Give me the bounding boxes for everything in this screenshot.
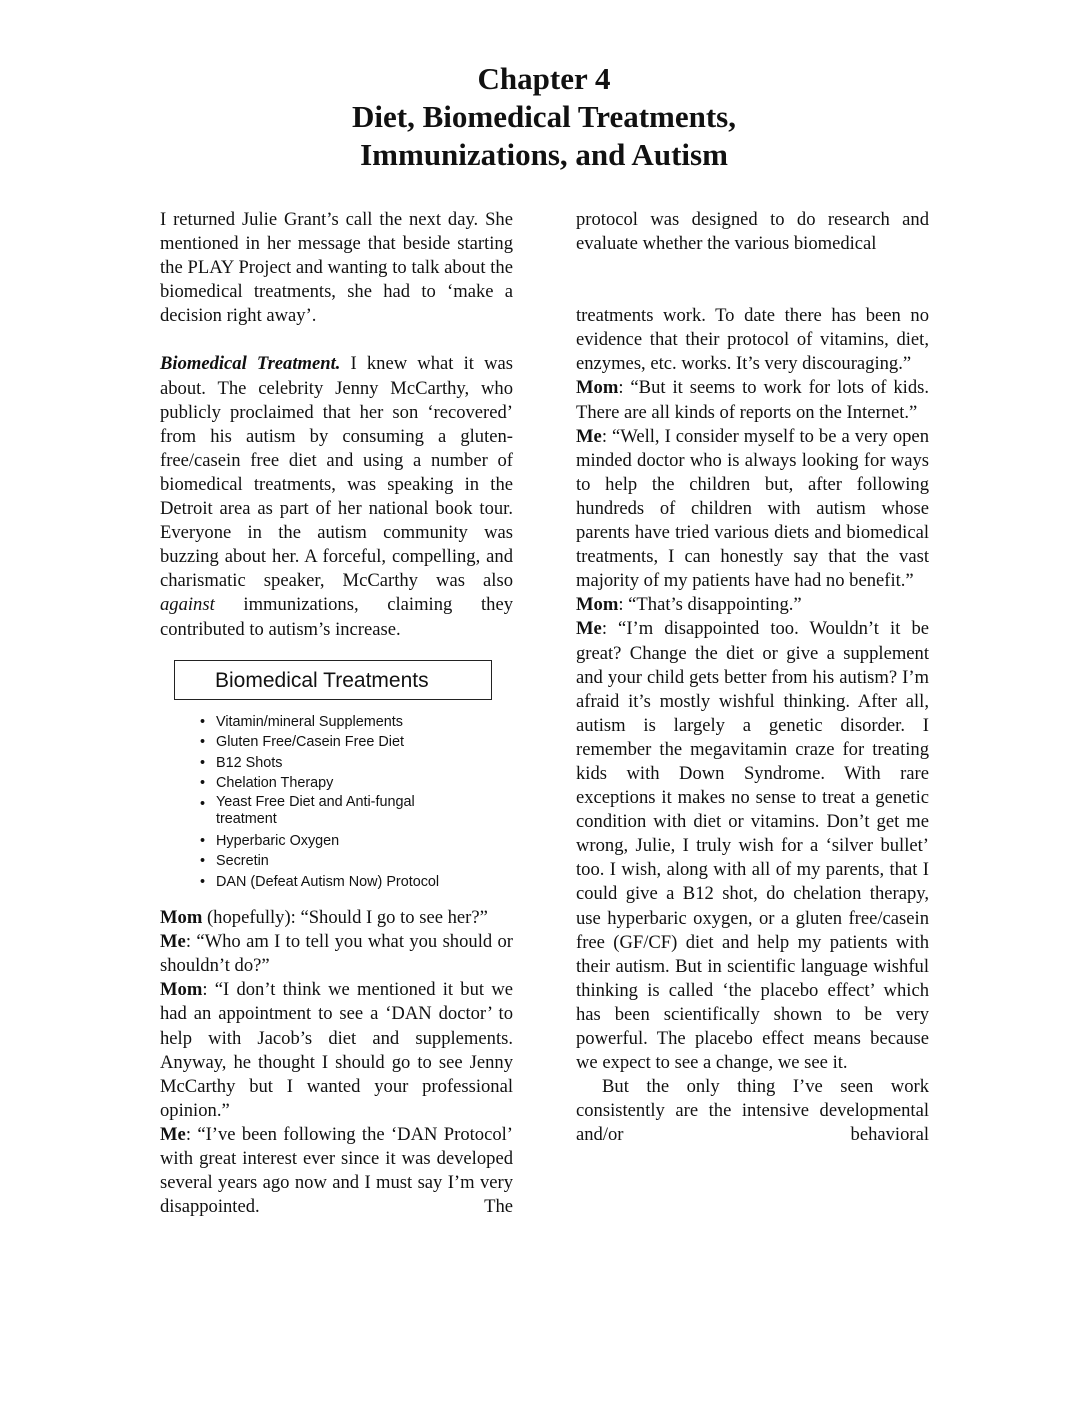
list-item: • B12 Shots [200,753,476,774]
bullet-icon: • [200,873,206,890]
intro-paragraph: I returned Julie Grant’s call the next day. She mentioned in her message that beside starting the PLAY Project and wanting to talk about the biomedical treatments, she had to ‘make a decision right away’. [160,209,513,327]
bullet-icon: • [200,775,206,792]
speaker-label: Me [160,1123,186,1145]
section-heading: Biomedical Treatment. [160,353,341,375]
biomedical-paragraph [160,352,513,641]
speaker-label: Mom [160,907,203,929]
paragraph: But the only thing I’ve seen work consistently are the intensive developmental and/or behavioral [576,1076,929,1146]
bullet-icon: • [200,832,206,849]
list-item: • Gluten Free/Casein Free Diet [200,732,476,753]
dialogue-line: Me: “I’ve been following the ‘DAN Protocol’ with great interest ever since it was developed several years ago now and I must say I’m very disappointed. The [160,1123,513,1218]
emphasis-text: against [160,594,215,616]
chapter-title-line-2: Immunizations, and Autism [360,137,728,172]
list-item: • Yeast Free Diet and Anti-fungal treatment [200,793,415,827]
bullet-icon: • [200,713,206,730]
left-column [160,208,513,1219]
dialogue-line: Mom: “That’s disappointing.” [576,594,802,616]
speaker-label: Me [576,618,602,640]
list-item: • Hyperbaric Oxygen [200,831,476,852]
sidebar-list [200,712,513,893]
speaker-label: Mom [576,377,619,399]
speaker-label: Me [160,931,186,953]
speaker-label: Mom [576,594,619,616]
list-item: • Secretin [200,851,476,872]
dialogue-line: Me: “Well, I consider myself to be a very open minded doctor who is always looking for ways to help the children but, after following hundreds of children with autism whose parents have tried various diets and biomedical treatments, I can honestly say that the vast majority of my patients have had no benefit.” [576,425,929,592]
paragraph: treatments work. To date there has been no evidence that their protocol of vitamins, diet, enzymes, etc. works. It’s very discouraging.” [576,305,929,375]
paragraph-text: I knew what it was about. The celebrity Jenny McCarthy, who publicly proclaimed that her son ‘recovered’ from his autism by consuming a gluten-free/casein free diet and using a number of biomedical treatments, was speaking in the Detroit area as part of her national book tour. Everyone in the autism community was buzzing about her. A forceful, compelling, and charismatic speaker, McCarthy was also [160,353,513,592]
dialogue-line: Me: “Who am I to tell you what you should or shouldn’t do?” [160,931,513,977]
speaker-label: Me [576,425,602,447]
right-column [576,208,929,1147]
speaker-label: Mom [160,979,203,1001]
dialogue-line: Me: “I’m disappointed too. Wouldn’t it be great? Change the diet or give a supplement and your child gets better from his autism? I’m afraid it’s mostly wishful thinking. After all, autism is largely a genetic disorder. I remember the megavitamin craze for treating kids with Down Syndrome. With rare exceptions it makes no sense to treat a genetic condition with diet or vitamins. Don’t get me wrong, Julie, I truly wish for a ‘silver bullet’ too. I wish, along with all of my parents, that I could give a B12 shot, do chelation therapy, use hyperbaric oxygen, or a gluten free/casein free (GF/CF) diet and help my patients with their autism. But in scientific language wishful thinking is called ‘the placebo effect’ which has been scientifically shown to be very powerful. The placebo effect means because we expect to see a change, we see it. [576,618,929,1074]
dialogue-line: Mom: “But it seems to work for lots of kids. There are all kinds of reports on the Internet.” [576,377,929,423]
sidebar-box-title: Biomedical Treatments [174,660,492,700]
chapter-title-line-1: Diet, Biomedical Treatments, [352,99,736,134]
bullet-icon: • [200,734,206,751]
dialogue-line: Mom (hopefully): “Should I go to see her?” [160,907,488,929]
paragraph: protocol was designed to do research and evaluate whether the various biomedical [576,209,929,255]
paragraph-text: immunizations, claiming they contributed to autism’s increase. [160,594,513,640]
bullet-icon: • [200,795,206,812]
chapter-title [0,60,1088,174]
bullet-icon: • [200,853,206,870]
list-item: • DAN (Defeat Autism Now) Protocol [200,872,476,893]
list-item: • Chelation Therapy [200,773,476,794]
bullet-icon: • [200,754,206,771]
chapter-number: Chapter 4 [477,61,611,96]
list-item: • Vitamin/mineral Supplements [200,712,476,733]
dialogue-line: Mom: “I don’t think we mentioned it but we had an appointment to see a ‘DAN doctor’ to help with Jacob’s diet and supplements. Anyway, he thought I should go to see Jenny McCarthy but I wanted your professional opinion.” [160,979,513,1121]
